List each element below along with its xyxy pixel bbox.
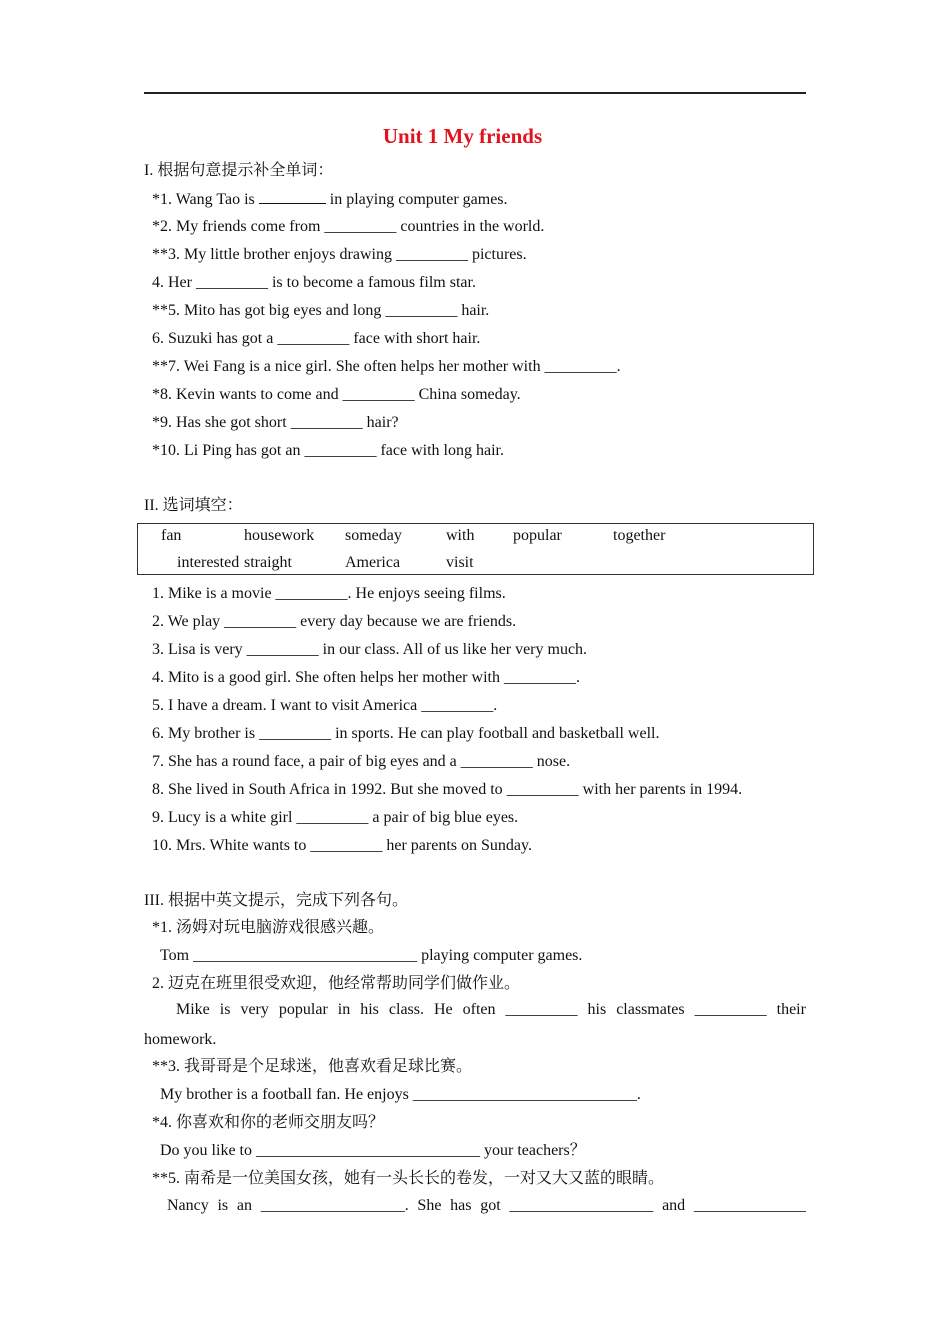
answer-blank: ______________ bbox=[693, 1197, 806, 1214]
section1-item-4: 4. Her _________ is to become a famous film star. bbox=[152, 274, 476, 291]
section2-heading: II. 选词填空： bbox=[144, 497, 243, 514]
word-bank-word: together bbox=[613, 527, 666, 544]
section2-item-4: 4. Mito is a good girl. She often helps her mother with _________. bbox=[152, 669, 580, 686]
section3-q1-chinese: *1. 汤姆对玩电脑游戏很感兴趣。 bbox=[152, 919, 385, 936]
word: popular bbox=[278, 1001, 328, 1018]
section3-q3-english: My brother is a football fan. He enjoys ____________________________. bbox=[160, 1086, 641, 1103]
word: his bbox=[587, 1001, 607, 1018]
section3-q5-english bbox=[167, 1197, 806, 1215]
section3-q1-english: Tom ____________________________ playing computer games. bbox=[160, 947, 583, 964]
word: is bbox=[217, 1197, 229, 1214]
section3-q4-english: Do you like to ____________________________ your teachers？ bbox=[160, 1142, 586, 1159]
word-bank-word: visit bbox=[446, 554, 474, 571]
word: She bbox=[417, 1197, 442, 1214]
word: He bbox=[434, 1001, 453, 1018]
section2-item-2: 2. We play _________ every day because we are friends. bbox=[152, 613, 517, 630]
section1-item-9: *9. Has she got short _________ hair? bbox=[152, 414, 399, 431]
word: got bbox=[480, 1197, 501, 1214]
word: and bbox=[662, 1197, 686, 1214]
section3-heading: III. 根据中英文提示，完成下列各句。 bbox=[144, 892, 408, 909]
section1-item-2: *2. My friends come from _________ countries in the world. bbox=[152, 218, 545, 235]
word: his bbox=[360, 1001, 379, 1018]
header-rule bbox=[144, 92, 806, 94]
section1-item-8: *8. Kevin wants to come and _________ China someday. bbox=[152, 386, 521, 403]
section2-item-6: 6. My brother is _________ in sports. He can play football and basketball well. bbox=[152, 725, 660, 742]
word-bank-word: straight bbox=[244, 554, 292, 571]
section2-item-10: 10. Mrs. White wants to _________ her parents on Sunday. bbox=[152, 837, 532, 854]
word: in bbox=[337, 1001, 351, 1018]
section2-item-5: 5. I have a dream. I want to visit America _________. bbox=[152, 697, 498, 714]
section3-q5-chinese: **5. 南希是一位美国女孩，她有一头长长的卷发，一对又大又蓝的眼睛。 bbox=[152, 1170, 665, 1187]
section1-item-5: **5. Mito has got big eyes and long _________ hair. bbox=[152, 302, 490, 319]
answer-blank: _________ bbox=[694, 1001, 767, 1018]
item-1-post: in playing computer games. bbox=[325, 191, 508, 208]
section1-item-10: *10. Li Ping has got an _________ face with long hair. bbox=[152, 442, 504, 459]
word: their bbox=[776, 1001, 806, 1018]
section1-item-6: 6. Suzuki has got a _________ face with short hair. bbox=[152, 330, 481, 347]
word-bank-word: interested bbox=[177, 554, 240, 571]
word: classmates bbox=[616, 1001, 685, 1018]
answer-blank: __________________ bbox=[509, 1197, 654, 1214]
word: class. bbox=[388, 1001, 424, 1018]
section1-item-1 bbox=[152, 189, 508, 210]
answer-blank bbox=[259, 189, 326, 204]
word-bank-word: someday bbox=[345, 527, 402, 544]
word: often bbox=[462, 1001, 496, 1018]
answer-blank: _________ bbox=[505, 1001, 578, 1018]
word-bank-word: America bbox=[345, 554, 401, 571]
section2-item-9: 9. Lucy is a white girl _________ a pair of big blue eyes. bbox=[152, 809, 519, 826]
section1-heading: I. 根据句意提示补全单词： bbox=[144, 162, 334, 179]
word: Mike bbox=[176, 1001, 210, 1018]
word: Nancy bbox=[167, 1197, 209, 1214]
section1-item-3: **3. My little brother enjoys drawing _________ pictures. bbox=[152, 246, 527, 263]
word-bank-word: fan bbox=[161, 527, 182, 544]
word: has bbox=[450, 1197, 472, 1214]
section2-item-1: 1. Mike is a movie _________. He enjoys seeing films. bbox=[152, 585, 506, 602]
section3-q2-english bbox=[176, 1001, 806, 1019]
section2-item-7: 7. She has a round face, a pair of big eyes and a _________ nose. bbox=[152, 753, 571, 770]
section1-item-7: **7. Wei Fang is a nice girl. She often helps her mother with _________. bbox=[152, 358, 621, 375]
word-bank-word: with bbox=[446, 527, 475, 544]
word: is bbox=[219, 1001, 231, 1018]
answer-blank: __________________. bbox=[260, 1197, 409, 1214]
item-1-pre: *1. Wang Tao is bbox=[152, 191, 259, 208]
page-title: Unit 1 My friends bbox=[382, 124, 543, 148]
section2-item-8: 8. She lived in South Africa in 1992. But she moved to _________ with her parents in 1994. bbox=[152, 781, 743, 798]
word: an bbox=[236, 1197, 252, 1214]
word-bank-word: housework bbox=[244, 527, 315, 544]
section3-q2-chinese: 2. 迈克在班里很受欢迎，他经常帮助同学们做作业。 bbox=[152, 975, 521, 992]
section2-item-3: 3. Lisa is very _________ in our class. All of us like her very much. bbox=[152, 641, 588, 658]
word-bank-box bbox=[137, 523, 814, 575]
section3-q2-english-cont: homework. bbox=[144, 1031, 217, 1048]
section3-q4-chinese: *4. 你喜欢和你的老师交朋友吗？ bbox=[152, 1114, 385, 1131]
word-bank-word: popular bbox=[513, 527, 562, 544]
section3-q3-chinese: **3. 我哥哥是个足球迷，他喜欢看足球比赛。 bbox=[152, 1058, 473, 1075]
word: very bbox=[240, 1001, 269, 1018]
